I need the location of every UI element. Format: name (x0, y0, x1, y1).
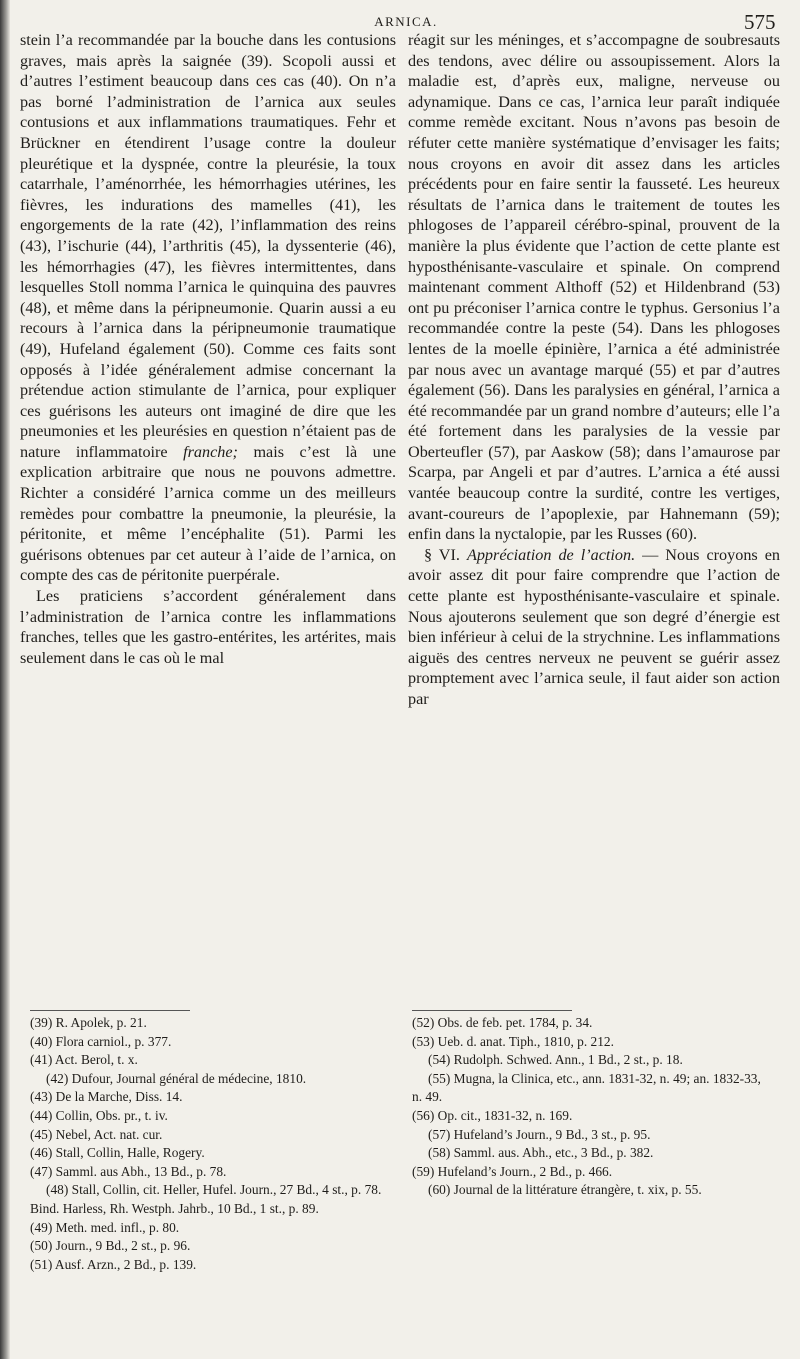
page-number: 575 (744, 10, 776, 34)
footnote: (58) Samml. aus. Abh., etc., 3 Bd., p. 382. (428, 1145, 654, 1161)
footnote: (46) Stall, Collin, Halle, Rogery. (30, 1145, 205, 1161)
left-column-text (20, 30, 396, 668)
footnote: (51) Ausf. Arzn., 2 Bd., p. 139. (30, 1256, 197, 1272)
right-column-text (408, 30, 780, 710)
footnote: (52) Obs. de feb. pet. 1784, p. 34. (412, 1015, 593, 1030)
footnote: (44) Collin, Obs. pr., t. iv. (30, 1107, 168, 1123)
right-footnote-rule (412, 1010, 572, 1011)
footnote: (42) Dufour, Journal général de médecine, 1810. (46, 1070, 307, 1086)
footnote: (39) R. Apolek, p. 21. (30, 1015, 147, 1030)
left-paragraph-1-continued: mais c’est là une explication arbitraire que nous ne pouvons admettre. Richter a considéré l’arnica comme un des meilleurs remèdes pour combattre la pneumonie, la pleurésie, la péritonite, et même l’encéphalite (51). Parmi les guérisons obtenues par cet auteur à l’aide de l’arnica, on compte des cas de péritonite puerpérale. (20, 442, 397, 585)
footnote: (41) Act. Berol, t. x. (30, 1052, 138, 1068)
section-vi (408, 545, 780, 710)
running-title: ARNICA. (374, 14, 438, 29)
footnote: (43) De la Marche, Diss. 14. (30, 1089, 183, 1105)
footnote: (54) Rudolph. Schwed. Ann., 1 Bd., 2 st., p. 18. (428, 1052, 683, 1068)
footnote: (57) Hufeland’s Journ., 9 Bd., 3 st., p. 95. (428, 1126, 651, 1142)
left-paragraph-2: Les praticiens s’accordent généralement dans l’administration de l’arnica contre les inflammations franches, telles que les gastro-entérites, les artérites, mais seulement dans le cas où le mal (20, 587, 396, 667)
footnote: (53) Ueb. d. anat. Tiph., 1810, p. 212. (412, 1033, 614, 1049)
left-footnote-rule (30, 1010, 190, 1011)
section-title: Appréciation de l’action. (466, 545, 636, 564)
section-text: — Nous croyons en avoir assez dit pour faire comprendre que l’action de cette plante est hyposthénisante-vasculaire et spinale. Nous ajouterons seulement que son degré d’énergie est bien inférieur à celui de la strychnine. Les inflammations aiguës des centres nerveux ne peuvent se guérir assez promptement avec l’arnica seule, il faut aider son action par (408, 545, 781, 708)
footnote: (60) Journal de la littérature étrangère, t. xix, p. 55. (428, 1182, 702, 1198)
left-paragraph-1 (20, 30, 396, 586)
section-label: § VI. (424, 545, 460, 564)
footnote: (40) Flora carniol., p. 377. (30, 1033, 172, 1049)
footnote: (48) Stall, Collin, cit. Heller, Hufel. Journ., 27 Bd., 4 st., p. 78. Bind. Harless, Rh. Westph. Jahrb., 10 Bd., 1 st., p. 89. (30, 1182, 382, 1216)
footnote: (50) Journ., 9 Bd., 2 st., p. 96. (30, 1238, 191, 1254)
right-footnotes (412, 1014, 774, 1200)
left-paragraph-1-text: stein l’a recommandée par la bouche dans les contusions graves, mais après la saignée (39). Scopoli aussi et d’autres l’estiment beaucoup dans ces cas (40). On n’a pas borné l’administration de l’arnica aux seules contusions et aux inflammations traumatiques. Fehr et Brückner en étendirent l’usage contre la douleur pleurétique et la dyspnée, contre la pleurésie, la toux catarrhale, l’aménorrhée, les hémorrhagies utérines, les fièvres, les indurations des mamelles (41), les engorgements de la rate (42), l’inflammation des reins (43), l’ischurie (44), l’arthritis (45), la dyssenterie (46), les hémorrhagies (47), les fièvres intermittentes, dans lesquelles Stoll nomma l’arnica le quinquina des pauvres (48), et même dans la péripneumonie. Quarin aussi a eu recours à l’arnica dans la péripneumonie traumatique (49), Hufeland également (50). Comme ces faits sont opposés à l’idée généralement admise concernant la prétendue action stimulante de l’arnica, pour expliquer ces guérisons les auteurs ont imaginé de dire que les pneumonies et les pleurésies en question n’étaient pas de nature inflammatoire (20, 31, 396, 461)
left-footnotes (30, 1014, 385, 1274)
footnote: (49) Meth. med. infl., p. 80. (30, 1219, 180, 1235)
footnote: (45) Nebel, Act. nat. cur. (30, 1126, 163, 1142)
footnote: (59) Hufeland’s Journ., 2 Bd., p. 466. (412, 1163, 613, 1179)
footnote: (47) Samml. aus Abh., 13 Bd., p. 78. (30, 1163, 227, 1179)
footnote: (56) Op. cit., 1831-32, n. 169. (412, 1107, 573, 1123)
footnote: (55) Mugna, la Clinica, etc., ann. 1831-32, n. 49; an. 1832-33, n. 49. (412, 1070, 761, 1105)
emphasis-franche: franche; (183, 442, 238, 461)
right-paragraph-1: réagit sur les méninges, et s’accompagne de soubresauts des tendons, avec délire ou assoupissement. Alors la maladie est, d’après eux, maligne, nerveuse ou adynamique. Dans ce cas, l’arnica leur paraît indiquée comme remède excitant. Nous n’avons pas besoin de réfuter cette manière systématique d’envisager les faits; nous croyons en avoir dit assez dans les articles précédents pour en faire sentir la fausseté. Les heureux résultats de l’arnica dans le traitement de toutes les phlogoses de l’appareil cérébro-spinal, prouvent de la manière la plus évidente que l’action de cette plante est hyposthénisante-vasculaire et spinale. On comprend maintenant comment Althoff (52) et Hildenbrand (53) ont pu préconiser l’arnica contre le typhus. Gersonius l’a recommandée contre la peste (54). Dans les phlogoses lentes de la moelle épinière, l’arnica a été administrée par nous avec un avantage marqué (55) et par d’autres également (56). Dans les paralysies en général, l’arnica a été recommandée par un grand nombre d’auteurs; elle l’a été fortement dans les paralysies de la vessie par Oberteufler (57), par Aaskow (58); dans l’amaurose par Scarpa, par Angeli et par d’autres. L’arnica a été aussi vantée beaucoup contre la surdité, contre les vertiges, avant-coureurs de l’apoplexie, par Hahnemann (59); enfin dans la nyctalopie, par les Russes (60). (408, 31, 780, 544)
